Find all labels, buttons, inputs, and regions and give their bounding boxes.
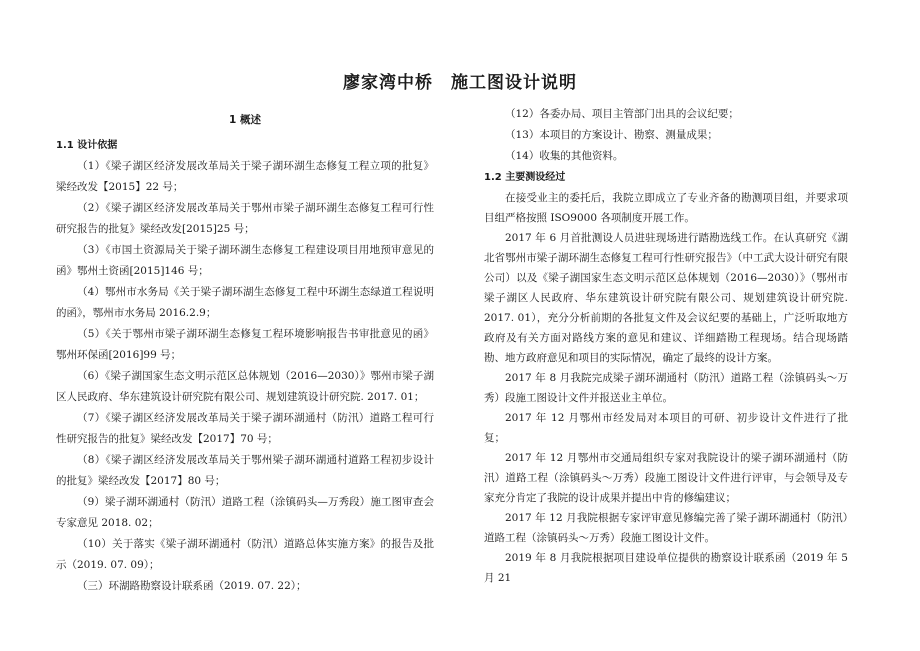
survey-paragraph-1: 在接受业主的委托后，我院立即成立了专业齐备的勘测项目组，并要求项目组严格按照 ISO9000 各项制度开展工作。 bbox=[484, 192, 848, 224]
basis-item-8: （8）《梁子湖区经济发展改革局关于鄂州梁子湖环湖通村道路工程初步设计的批复》梁经改发【2017】80 号； bbox=[56, 454, 434, 487]
subsection-heading-survey-process: 1.2 主要测设经过 bbox=[484, 172, 566, 183]
basis-item-2: （2）《梁子湖区经济发展改革局关于鄂州市梁子湖环湖生态修复工程可行性研究报告的批复》梁经改发[2015]25 号； bbox=[56, 202, 434, 235]
survey-paragraph-3: 2017 年 8 月我院完成梁子湖环湖通村（防汛）道路工程（涂镇码头～万秀）段施工图设计文件并报送业主单位。 bbox=[484, 372, 848, 404]
title-subject: 施工图设计说明 bbox=[451, 73, 577, 93]
basis-item-9: （9）梁子湖环湖通村（防汛）道路工程（涂镇码头—万秀段）施工图审查会专家意见 2018. 02； bbox=[56, 496, 434, 529]
basis-item-14: （14）收集的其他资料。 bbox=[505, 150, 624, 162]
survey-paragraph-5: 2017 年 12 月鄂州市交通局组织专家对我院设计的梁子湖环湖通村（防汛）道路工程（涂镇码头～万秀）段施工图设计文件进行评审，与会领导及专家充分肯定了我院的设计成果并提出中肯的修编建议； bbox=[484, 452, 848, 504]
subsection-heading-design-basis: 1.1 设计依据 bbox=[56, 140, 118, 151]
survey-paragraph-4: 2017 年 12 月鄂州市经发局对本项目的可研、初步设计文件进行了批复； bbox=[484, 412, 848, 444]
document-title bbox=[0, 68, 920, 93]
basis-item-11: （三）环湖路勘察设计联系函（2019. 07. 22）； bbox=[77, 580, 307, 592]
survey-paragraph-6: 2017 年 12 月我院根据专家评审意见修编完善了梁子湖环湖通村（防汛）道路工程（涂镇码头～万秀）段施工图设计文件。 bbox=[484, 512, 848, 544]
basis-item-1: （1）《梁子湖区经济发展改革局关于梁子湖环湖生态修复工程立项的批复》梁经改发【2015】22 号； bbox=[56, 160, 434, 193]
left-column bbox=[56, 100, 434, 597]
basis-item-7: （7）《梁子湖区经济发展改革局关于梁子湖环湖通村（防汛）道路工程可行性研究报告的批复》梁经改发【2017】70 号； bbox=[56, 412, 434, 445]
basis-item-3: （3）《市国土资源局关于梁子湖环湖生态修复工程建设项目用地预审意见的函》鄂州土资函[2015]146 号； bbox=[56, 244, 434, 277]
title-bridge-name: 廖家湾中桥 bbox=[343, 73, 433, 93]
right-column bbox=[484, 104, 848, 588]
basis-item-12: （12）各委办局、项目主管部门出具的会议纪要； bbox=[505, 108, 739, 120]
basis-item-10: （10）关于落实《梁子湖环湖通村（防汛）道路总体实施方案》的报告及批示（2019. 07. 09）； bbox=[56, 538, 434, 571]
section-heading-overview: 1 概述 bbox=[229, 114, 261, 126]
basis-item-4: （4）鄂州市水务局《关于梁子湖环湖生态修复工程中环湖生态绿道工程说明的函》，鄂州市水务局 2016.2.9； bbox=[56, 286, 434, 319]
basis-item-6: （6）《梁子湖国家生态文明示范区总体规划（2016—2030）》鄂州市梁子湖区人民政府、华东建筑设计研究院有限公司、规划建筑设计研究院. 2017. 01； bbox=[56, 370, 434, 403]
basis-item-13: （13）本项目的方案设计、勘察、测量成果； bbox=[505, 129, 718, 141]
basis-item-5: （5）《关于鄂州市梁子湖环湖生态修复工程环境影响报告书审批意见的函》鄂州环保函[2016]99 号； bbox=[56, 328, 434, 361]
survey-paragraph-7: 2019 年 8 月我院根据项目建设单位提供的勘察设计联系函（2019 年 5 月 21 bbox=[484, 552, 848, 584]
survey-paragraph-2: 2017 年 6 月首批测设人员进驻现场进行踏勘选线工作。在认真研究《湖北省鄂州市梁子湖环湖生态修复工程可行性研究报告》（中工武大设计研究有限公司）以及《梁子湖国家生态文明示范区总体规划（2016—2030）》（鄂州市梁子湖区人民政府、华东建筑设计研究院有限公司、规划建筑设计研究院. 2017. 01），充分分析前期的各批复文件及会议纪要的基础上，广泛听取地方政府及有关方面对路线方案的意见和建议、详细踏勘工程现场。结合现场踏勘、地方政府意见和项目的实际情况，确定了最终的设计方案。 bbox=[484, 232, 848, 364]
